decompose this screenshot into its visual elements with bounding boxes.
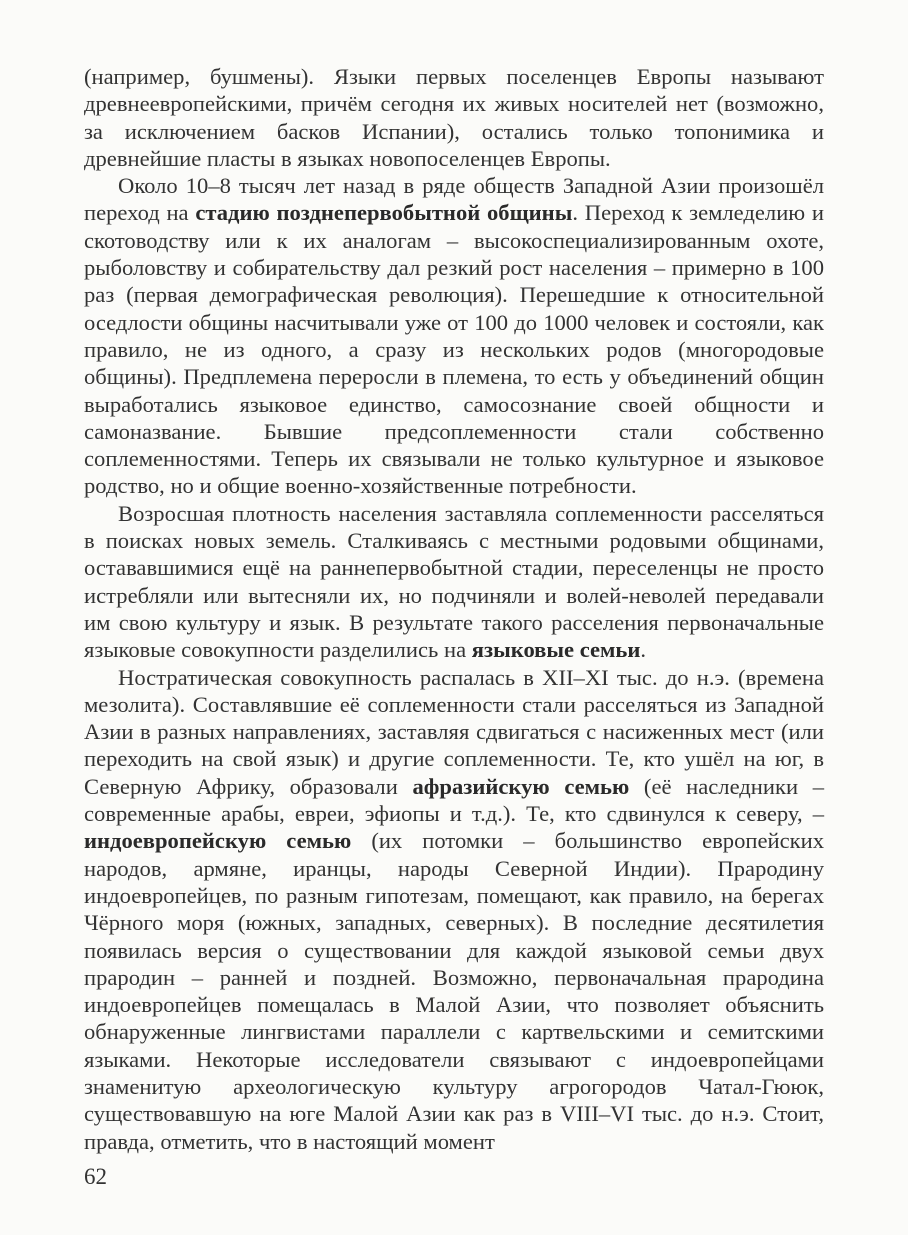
bold-term: стадию позднепервобытной общины xyxy=(195,200,573,226)
text-run: Ностратическая совокупность распалась в XII–XI тыс. до н.э. (времена мезолита). Составлявшие её соплеменности стали расселяться из Западной Азии в разных направлениях, заставляя сдвигаться с насиженных мест (или переходить на свой язык) и другие соплеменности. Те, кто ушёл на юг, в Северную Африку, образовали xyxy=(84,664,824,799)
bold-term: афразийскую семью xyxy=(412,773,630,799)
bold-term: индоевропейскую семью xyxy=(84,828,352,854)
text-run: Возросшая плотность населения заставляла соплеменности расселяться в поисках новых земель. Сталкиваясь с местными родовыми общинами, остававшимися ещё на раннепервобытной стадии, переселенцы не просто истребляли или вытесняли их, но подчиняли и волей-неволей передавали им свою культуру и язык. В результате такого расселения первоначальные языковые совокупности разделились на xyxy=(84,500,824,663)
text-run: (их потомки – большинство европейских народов, армяне, иранцы, народы Северной Индии). Прародину индоевропейцев, по разным гипотезам, помещают, как правило, на берегах Чёрного моря (южных, западных, северных). В последние десятилетия появилась версия о существовании для каждой языковой семьи двух прародин – ранней и поздней. Возможно, первоначальная прародина индоевропейцев помещалась в Малой Азии, что позволяет объяснить обнаруженные лингвистами параллели с картвельскими и семитскими языками. Некоторые исследователи связывают с индоевропейцами знаменитую археологическую культуру агрогородов Чатал-Гююк, существовавшую на юге Малой Азии как раз в VIII–VI тыс. до н.э. Стоит, правда, отметить, что в настоящий момент xyxy=(84,828,825,1154)
paragraph xyxy=(84,500,824,664)
body-text xyxy=(84,63,824,1155)
text-run: (её наследники – современные арабы, евреи, эфиопы и т.д.). Те, кто сдвинулся к северу, – xyxy=(84,773,825,827)
text-run: . Переход к земледелию и скотоводству или к их аналогам – высокоспециализированным охоте, рыболовству и собирательству дал резкий рост населения – примерно в 100 раз (первая демографическая революция). Перешедшие к относительной оседлости общины насчитывали уже от 100 до 1000 человек и состояли, как правило, не из одного, а сразу из нескольких родов (многородовые общины). Предплемена переросли в племена, то есть у объединений общин выработались языковое единство, самосознание своей общности и самоназвание. Бывшие предсоплеменности стали собственно соплеменностями. Теперь их связывали не только культурное и языковое родство, но и общие военно-хозяйственные потребности. xyxy=(84,200,825,499)
text-run: (например, бушмены). Языки первых поселенцев Европы называют древнеевропейскими, причём сегодня их живых носителей нет (возможно, за исключением басков Испании), остались только топонимика и древнейшие пласты в языках новопоселенцев Европы. xyxy=(84,64,824,171)
text-run: . xyxy=(640,637,647,663)
text-run: Около 10–8 тысяч лет назад в ряде обществ Западной Азии произошёл переход на xyxy=(84,173,824,226)
paragraph xyxy=(84,63,824,172)
page-number: 62 xyxy=(84,1164,107,1189)
bold-term: языковые семьи xyxy=(471,637,641,663)
paragraph xyxy=(84,664,824,1155)
paragraph xyxy=(84,172,824,500)
